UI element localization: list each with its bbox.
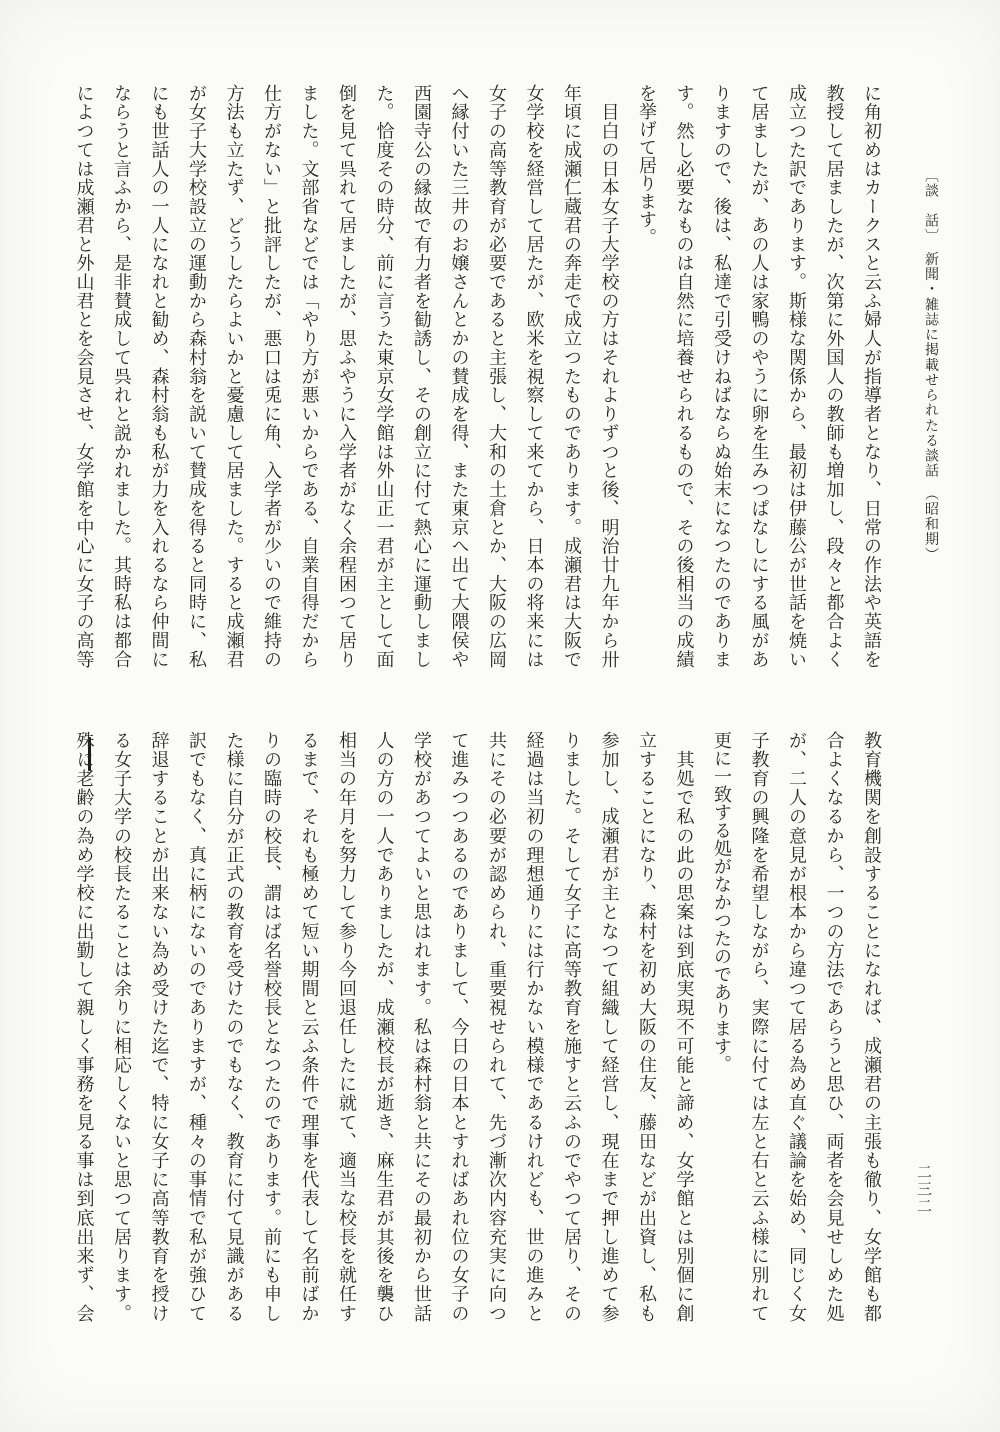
text-column: へ縁付いた三井のお嬢さんとかの賛成を得、また東京へ出て大隈侯や [449, 84, 470, 668]
text-column: 方法も立たず、どうしたらよいかと憂慮して居ました。すると成瀬君 [224, 84, 245, 668]
text-column: 更に一致する処がなかつたのであります。 [712, 731, 732, 1073]
text-column: 辞退することが出来ない為め受けた迄で、特に女子に高等教育を授け [149, 731, 170, 1322]
text-column: て居ましたが、あの人は家鴨のやうに卵を生みつぱなしにする風があ [749, 84, 770, 668]
text-column: 学校があつてよいと思はれます。私は森村翁と共にその最初から世話 [412, 731, 432, 1322]
text-column: 西園寺公の縁故で有力者を勧誘し、その創立に付て熱心に運動しまし [412, 84, 432, 668]
text-column: に角初めはカークスと云ふ婦人が指導者となり、日常の作法や英語を [862, 84, 882, 669]
text-column: 共にその必要が認められ、重要視せられて、先づ漸次内容充実に向つ [487, 731, 507, 1322]
text-column: 教授して居ましたが、次第に外国人の教師も増加し、段々と都合よく [824, 84, 845, 668]
text-column: によつては成瀬君と外山君とを会見させ、女学館を中心に女子の高等 [74, 84, 95, 669]
text-column: 子教育の興隆を希望しながら、実際に付ては左と右と云ふ様に別れて [749, 731, 770, 1322]
text-column: を挙げて居ります。 [637, 84, 657, 246]
top-text-block [65, 84, 890, 668]
bottom-text-block [65, 731, 890, 1322]
text-column: 倒を見て呉れて居ましたが、思ふやうに入学者がなく余程困つて居り [337, 84, 357, 668]
text-column: 立することになり、森村を初め大阪の住友、藤田などが出資し、私も [637, 731, 657, 1322]
text-column: ました。文部省などでは「やり方が悪いからである、自業自得だから [299, 84, 320, 668]
text-column: 仕方がない」と批評したが、悪口は兎に角、入学者が少いので維持の [262, 84, 282, 668]
text-column: 参加し、成瀬君が主となつて組織して経営し、現在まで押し進めて参 [599, 731, 620, 1322]
text-column: た様に自分が正式の教育を受けたのでもなく、教育に付て見識がある [224, 731, 245, 1322]
text-column: 年頃に成瀬仁蔵君の奔走で成立つたものであります。成瀬君は大阪で [562, 84, 582, 668]
text-column: ならうと言ふから、是非賛成して呉れと説かれました。其時私は都合 [112, 84, 132, 668]
text-column: 女子の高等教育が必要であると主張し、大和の土倉とか、大阪の広岡 [487, 84, 507, 668]
page-number: 二三二 [915, 1164, 931, 1215]
text-column: 成立つた訳であります。斯様な関係から、最初は伊藤公が世話を焼い [787, 84, 807, 669]
text-column: が、二人の意見が根本から違つて居る為め直ぐ議論を始め、同じく女 [787, 731, 807, 1322]
text-column: 訳でもなく、真に柄にないのでありますが、種々の事情で私が強ひて [187, 731, 207, 1322]
text-column: りました。そして女子に高等教育を施すと云ふのでやつて居り、その [562, 731, 582, 1322]
text-column: りの臨時の校長、謂はば名誉校長となつたのであります。前にも申し [262, 731, 282, 1323]
text-column: が女子大学校設立の運動から森村翁を説いて賛成を得ると同時に、私 [187, 84, 207, 668]
text-column: 経過は当初の理想通りには行かない模様であるけれども、世の進みと [524, 731, 545, 1322]
text-column: る女子大学の校長たることは余りに相応しくないと思つて居ります。 [112, 731, 132, 1322]
text-column: にも世話人の一人になれと勧め、森村翁も私が力を入れるなら仲間に [149, 84, 170, 668]
text-column: 女学校を経営して居たが、欧米を視察して来てから、日本の将来には [524, 84, 545, 668]
text-column: 教育機関を創設することになれば、成瀬君の主張も徹り、女学館も都 [862, 731, 882, 1322]
text-column: 合よくなるから、一つの方法であらうと思ひ、両者を会見せしめた処 [824, 731, 845, 1322]
text-column: す。然し必要なものは自然に培養せられるもので、その後相当の成績 [674, 84, 695, 668]
text-column: 目白の日本女子大学校の方はそれよりずつと後、明治廿九年から卅 [599, 84, 620, 668]
text-column: 人の方の一人でありましたが、成瀬校長が逝き、麻生君が其後を襲ひ [374, 731, 395, 1322]
text-column: 相当の年月を努力して参り今回退任したに就て、適当な校長を就任す [337, 731, 357, 1322]
text-column: た。恰度その時分、前に言うた東京女学館は外山正一君が主として面 [374, 84, 395, 668]
text-column: て進みつつあるのでありまして、今日の日本とすればあれ位の女子の [449, 731, 470, 1322]
text-column: 殊に老齢の為め学校に出勤して親しく事務を見る事は到底出来ず、会 [74, 731, 95, 1322]
text-column: るまで、それも極めて短い期間と云ふ条件で理事を代表して名前ばか [299, 731, 320, 1323]
section-header: 〔談 話〕 新聞・雑誌に掲載せられたる談話 （昭和期） [923, 168, 938, 561]
text-column: 其処で私の此の思案は到底実現不可能と諦め、女学館とは別個に創 [674, 731, 695, 1322]
text-column: りますので、後は、私達で引受けねばならぬ始末になつたのでありま [712, 84, 732, 668]
